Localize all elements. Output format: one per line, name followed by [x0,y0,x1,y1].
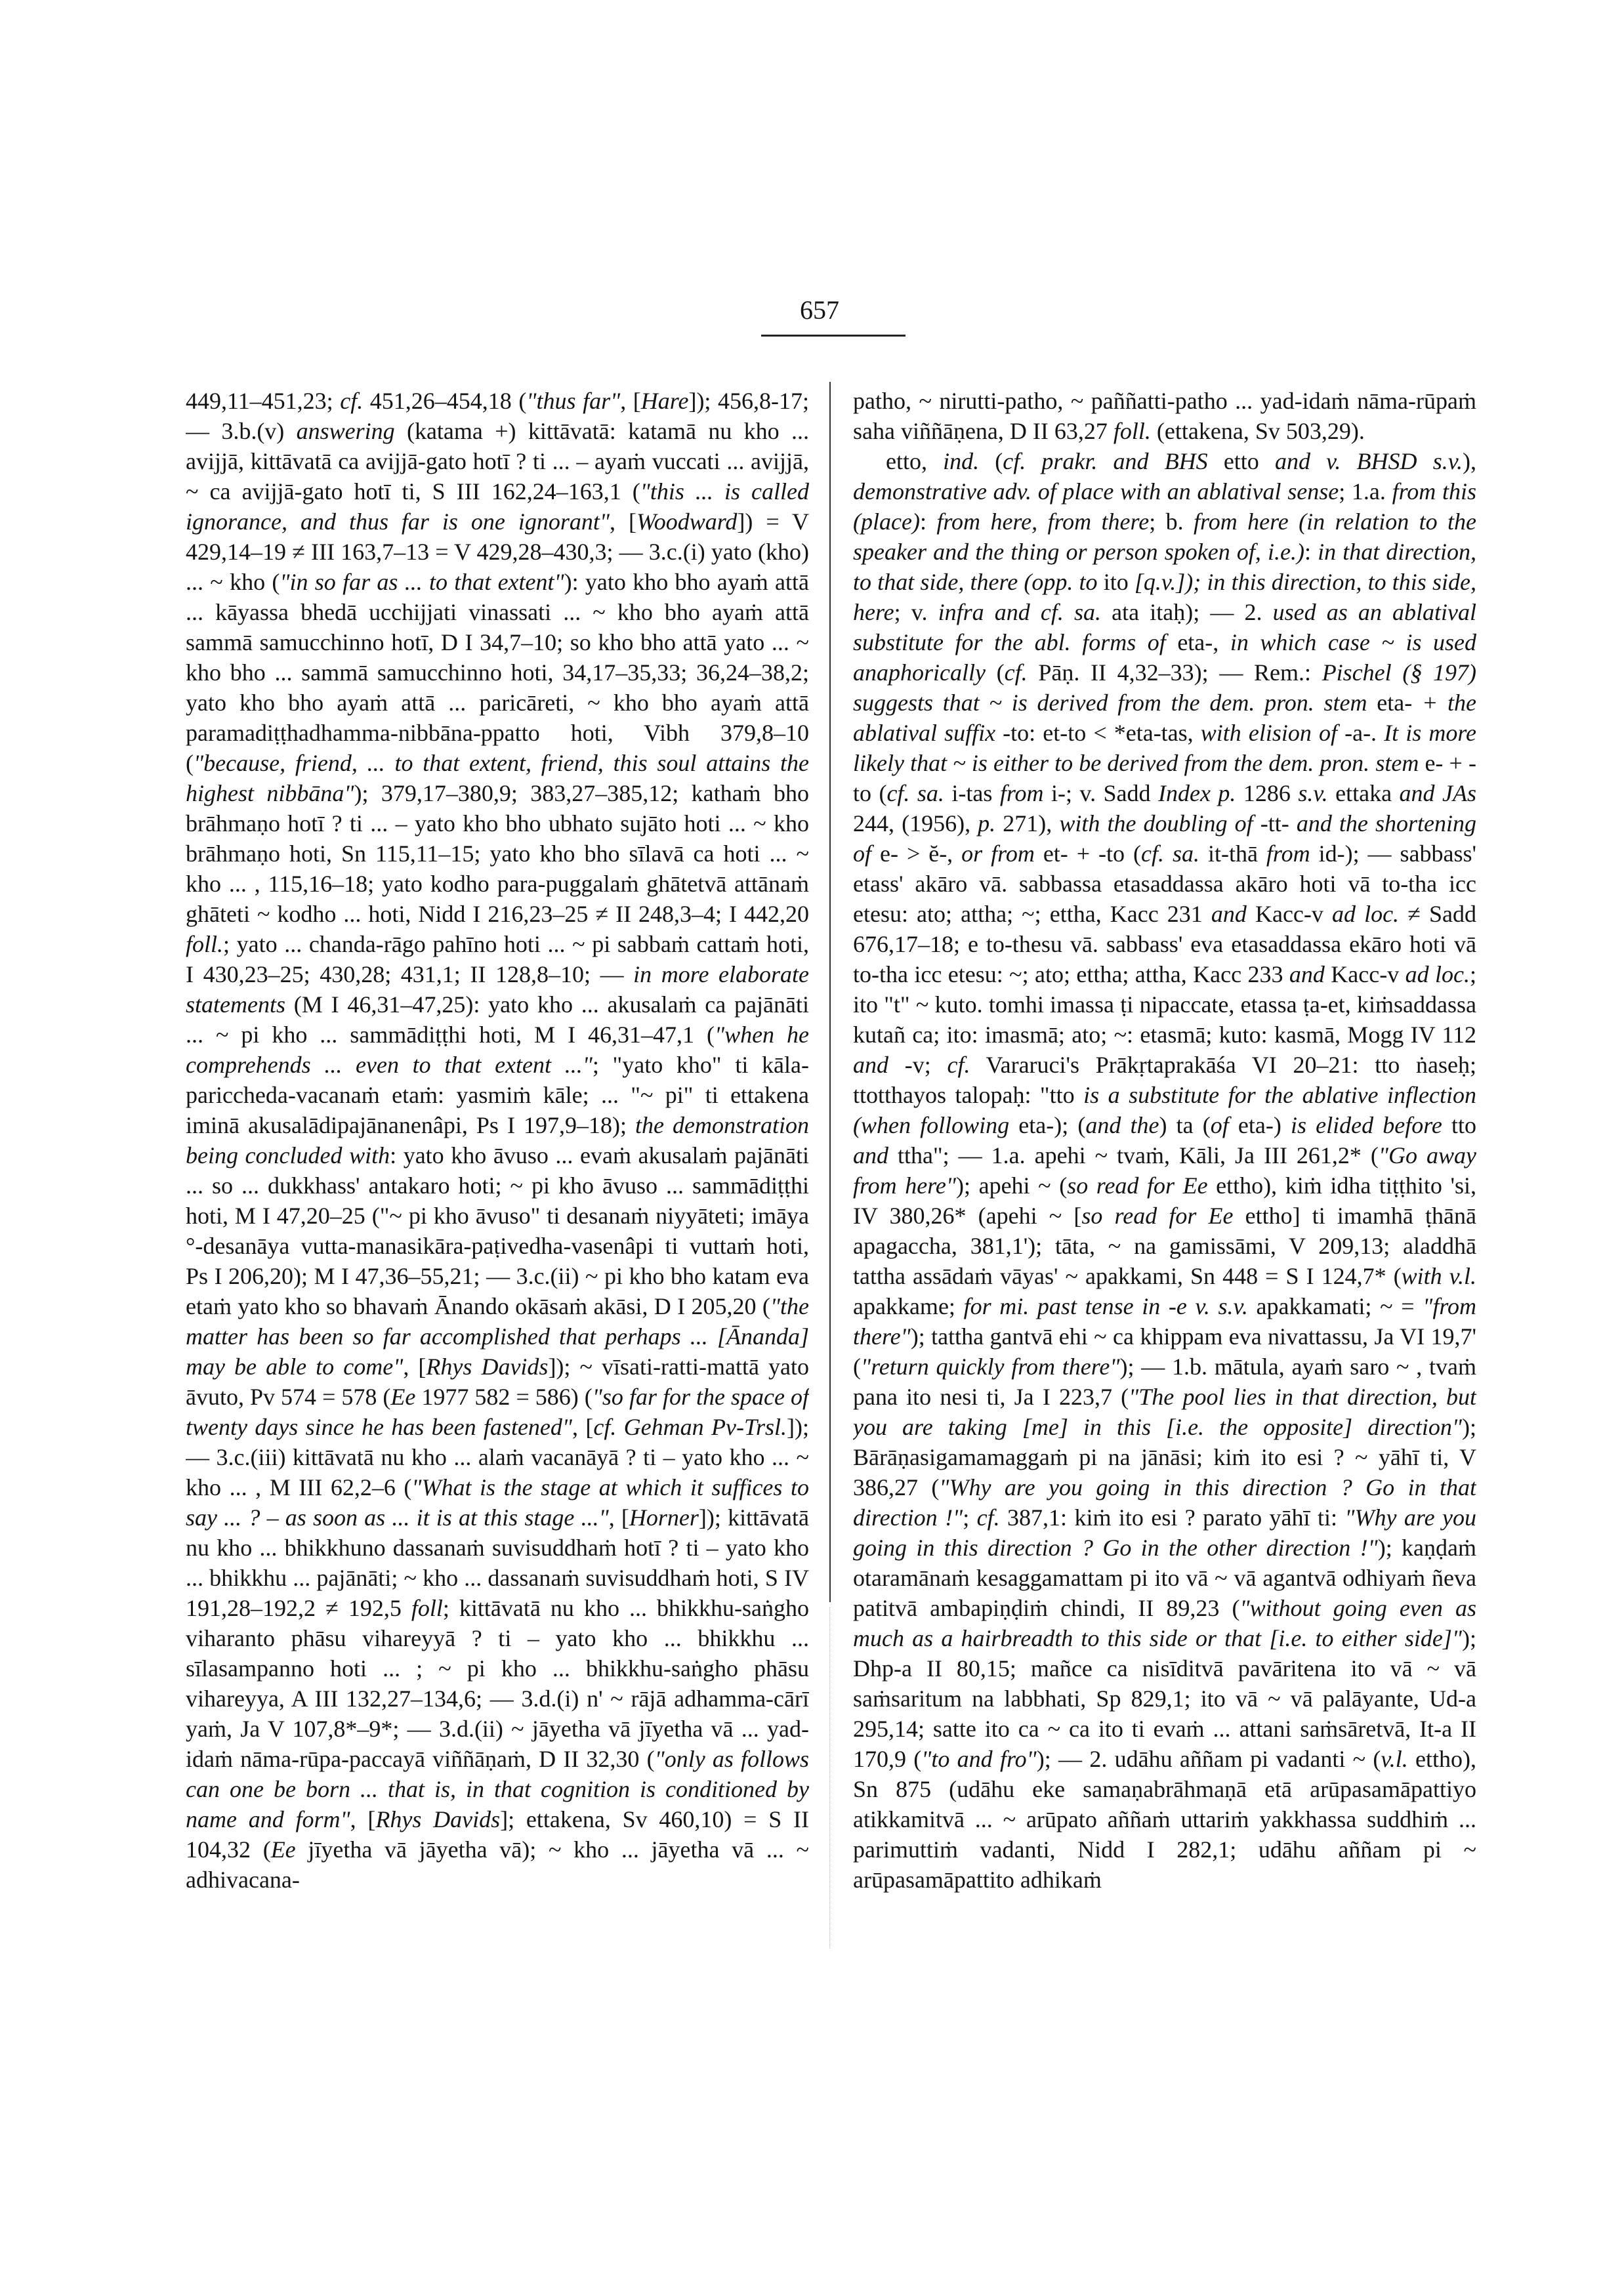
page-number: 657 [800,295,839,325]
left-column [186,386,809,1934]
column-divider [829,382,831,1602]
header-rule [761,335,906,337]
right-column-paragraph: patho, ~ nirutti-patho, ~ paññatti-patho ... yad-idaṁ nāma-rūpaṁ saha viññāṇena, D II 63,27 foll. (ettakena, Sv 503,29). [853,388,1476,444]
left-column-paragraph: 449,11–451,23; cf. 451,26–454,18 ("thus far", [Hare]); 456,8-17; — 3.b.(v) answering (katama +) kittāvatā: katamā nu kho ... avijjā, kittāvatā ca avijjā-gato hotī ? ti ... – ayaṁ vuccati ... avijjā, ~ ca avijjā-gato hotī ti, S III 162,24–163,1 ("this ... is called ignorance, and thus far is one ignorant", [Woodward]) = V 429,14–19 ≠ III 163,7–13 = V 429,28–430,3; — 3.c.(i) yato (kho) ... ~ kho ("in so far as ... to that extent"): yato kho bho ayaṁ attā ... kāyassa bhedā ucchijjati vinassati ... ~ kho bho ayaṁ attā sammā samucchinno hotī, D I 34,7–10; so kho bho attā yato ... ~ kho bho ... sammā samucchinno hoti, 34,17–35,33; 36,24–38,2; yato kho bho ayaṁ attā ... paricāreti, ~ kho bho ayaṁ attā paramadiṭṭhadhamma-nibbāna-ppatto hoti, Vibh 379,8–10 ("because, friend, ... to that extent, friend, this soul attains the highest nibbāna"); 379,17–380,9; 383,27–385,12; kathaṁ bho brāhmaṇo hotī ? ti ... – yato kho bho ubhato sujāto hoti ... ~ kho brāhmaṇo hoti, Sn 115,11–15; yato kho bho sīlavā ca hoti ... ~ kho ... , 115,16–18; yato kodho para-puggalaṁ ghātetvā attānaṁ ghāteti ~ kodho ... hoti, Nidd I 216,23–25 ≠ II 248,3–4; I 442,20 foll.; yato ... chanda-rāgo pahīno hoti ... ~ pi sabbaṁ cattaṁ hoti, I 430,23–25; 430,28; 431,1; II 128,8–10; — in more elaborate statements (M I 46,31–47,25): yato kho ... akusalaṁ ca pajānāti ... ~ pi kho ... sammādiṭṭhi hoti, M I 46,31–47,1 ("when he comprehends ... even to that extent ..."; "yato kho" ti kāla-pariccheda-vacanaṁ etaṁ: yasmiṁ kāle; ... "~ pi" ti ettakena iminā akusalādipajānanenâpi, Ps I 197,9–18); the demonstration being concluded with: yato kho āvuso ... evaṁ akusalaṁ pajānāti ... so ... dukkhass' antakaro hoti; ~ pi kho āvuso ... sammādiṭṭhi hoti, M I 47,20–25 ("~ pi kho āvuso" ti desanaṁ niyyāteti; imāya °-desanāya vutta-manasikāra-paṭivedha-vasenâpi ti vuttaṁ hoti, Ps I 206,20); M I 47,36–55,21; — 3.c.(ii) ~ pi kho bho katam eva etaṁ yato kho so bhavaṁ Ānando okāsaṁ akāsi, D I 205,20 ("the matter has been so far accomplished that perhaps ... [Ānanda] may be able to come", [Rhys Davids]); ~ vīsati-ratti-mattā yato āvuto, Pv 574 = 578 (Ee 1977 582 = 586) ("so far for the space of twenty days since he has been fastened", [cf. Gehman Pv-Trsl.]); — 3.c.(iii) kittāvatā nu kho ... alaṁ vacanāyā ? ti – yato kho ... ~ kho ... , M III 62,2–6 ("What is the stage at which it suffices to say ... ? – as soon as ... it is at this stage ...", [Horner]); kittāvatā nu kho ... bhikkhuno dassanaṁ suvisuddhaṁ hotī ? ti – yato kho ... bhikkhu ... pajānāti; ~ kho ... dassanaṁ suvisuddhaṁ hoti, S IV 191,28–192,2 ≠ 192,5 foll; kittāvatā nu kho ... bhikkhu-saṅgho viharanto phāsu vihareyyā ? ti – yato kho ... bhikkhu ... sīlasampanno hoti ... ; ~ pi kho ... bhikkhu-saṅgho phāsu vihareyya, A III 132,27–134,6; — 3.d.(i) n' ~ rājā adhamma-cārī yaṁ, Ja V 107,8*–9*; — 3.d.(ii) ~ jāyetha vā jīyetha vā ... yad-idaṁ nāma-rūpa-paccayā viññāṇaṁ, D II 32,30 ("only as follows can one be born ... that is, in that cognition is conditioned by name and form", [Rhys Davids]; ettakena, Sv 460,10) = S II 104,32 (Ee jīyetha vā jāyetha vā); ~ kho ... jāyetha vā ... ~ adhivacana- [186,388,809,1893]
right-column [853,386,1476,1934]
column-divider-faint [829,1607,830,1949]
right-column-paragraph: etto, ind. (cf. prakr. and BHS etto and v. BHSD s.v.), demonstrative adv. of place with an ablatival sense; 1.a. from this (place): from here, from there; b. from here (in relation to the speaker and the thing or person spoken of, i.e.): in that direction, to that side, there (opp. to ito [q.v.]); in this direction, to this side, here; v. infra and cf. sa. ata itaḥ); — 2. used as an ablatival substitute for the abl. forms of eta-, in which case ~ is used anaphorically (cf. Pāṇ. II 4,32–33); — Rem.: Pischel (§ 197) suggests that ~ is derived from the dem. pron. stem eta- + the ablatival suffix -to: et-to < *eta-tas, with elision of -a-. It is more likely that ~ is either to be derived from the dem. pron. stem e- + -to (cf. sa. i-tas from i-; v. Sadd Index p. 1286 s.v. ettaka and JAs 244, (1956), p. 271), with the doubling of -tt- and the shortening of e- > ĕ-, or from et- + -to (cf. sa. it-thā from id-); — sabbass' etass' akāro vā. sabbassa etasaddassa akāro hoti vā to-tha icc etesu: ato; attha; ~; ettha, Kacc 231 and Kacc-v ad loc. ≠ Sadd 676,17–18; e to-thesu vā. sabbass' eva etasaddassa ekāro hoti vā to-tha icc etesu: ~; ato; ettha; attha, Kacc 233 and Kacc-v ad loc.; ito "t" ~ kuto. tomhi imassa ṭi nipaccate, etassa ṭa-et, kiṁsaddassa kutañ ca; ito: imasmā; ato; ~: etasmā; kuto: kasmā, Mogg IV 112 and -v; cf. Vararuci's Prākṛtaprakāśa VI 20–21: tto ṅaseḥ; ttotthayos talopaḥ: "tto is a substitute for the ablative inflection (when following eta-); (and the) ta (of eta-) is elided before tto and ttha"; — 1.a. apehi ~ tvaṁ, Kāli, Ja III 261,2* ("Go away from here"); apehi ~ (so read for Ee ettho), kiṁ idha tiṭṭhito 'si, IV 380,26* (apehi ~ [so read for Ee ettho] ti imamhā ṭhānā apagaccha, 381,1'); tāta, ~ na gamissāmi, V 209,13; aladdhā tattha assādaṁ vāyas' ~ apakkami, Sn 448 = S I 124,7* (with v.l. apakkame; for mi. past tense in -e v. s.v. apakkamati; ~ = "from there"); tattha gantvā ehi ~ ca khippam eva nivattassu, Ja VI 19,7' ("return quickly from there"); — 1.b. mātula, ayaṁ saro ~ , tvaṁ pana ito nesi ti, Ja I 223,7 ("The pool lies in that direction, but you are taking [me] in this [i.e. the opposite] direction"); Bārāṇasigamamaggaṁ pi na jānāsi; kiṁ ito esi ? ~ yāhī ti, V 386,27 ("Why are you going in this direction ? Go in that direction !"; cf. 387,1: kiṁ ito esi ? parato yāhī ti: "Why are you going in this direction ? Go in the other direction !"); kaṇḍaṁ otaramānaṁ kesaggamattam pi ito vā ~ vā agantvā odhiyaṁ ñeva patitvā ambapiṇḍiṁ chindi, II 89,23 ("without going even as much as a hairbreadth to this side or that [i.e. to either side]"); Dhp-a II 80,15; mañce ca nisīditvā pavāritena ito vā ~ vā saṁsaritum na labbhati, Sp 829,1; ito vā ~ vā palāyante, Ud-a 295,14; satte ito ca ~ ca ito ti evaṁ ... attani saṁsāretvā, It-a II 170,9 ("to and fro"); — 2. udāhu aññam pi vadanti ~ (v.l. ettho), Sn 875 (udāhu eke samaṇabrāhmaṇā etā arūpasamāpattiyo atikkamitvā ... ~ arūpato aññaṁ uttariṁ yakkhassa suddhiṁ ... parimuttiṁ vadanti, Nidd I 282,1; udāhu aññam pi ~ arūpasamāpattito adhikaṁ [853,448,1476,1893]
